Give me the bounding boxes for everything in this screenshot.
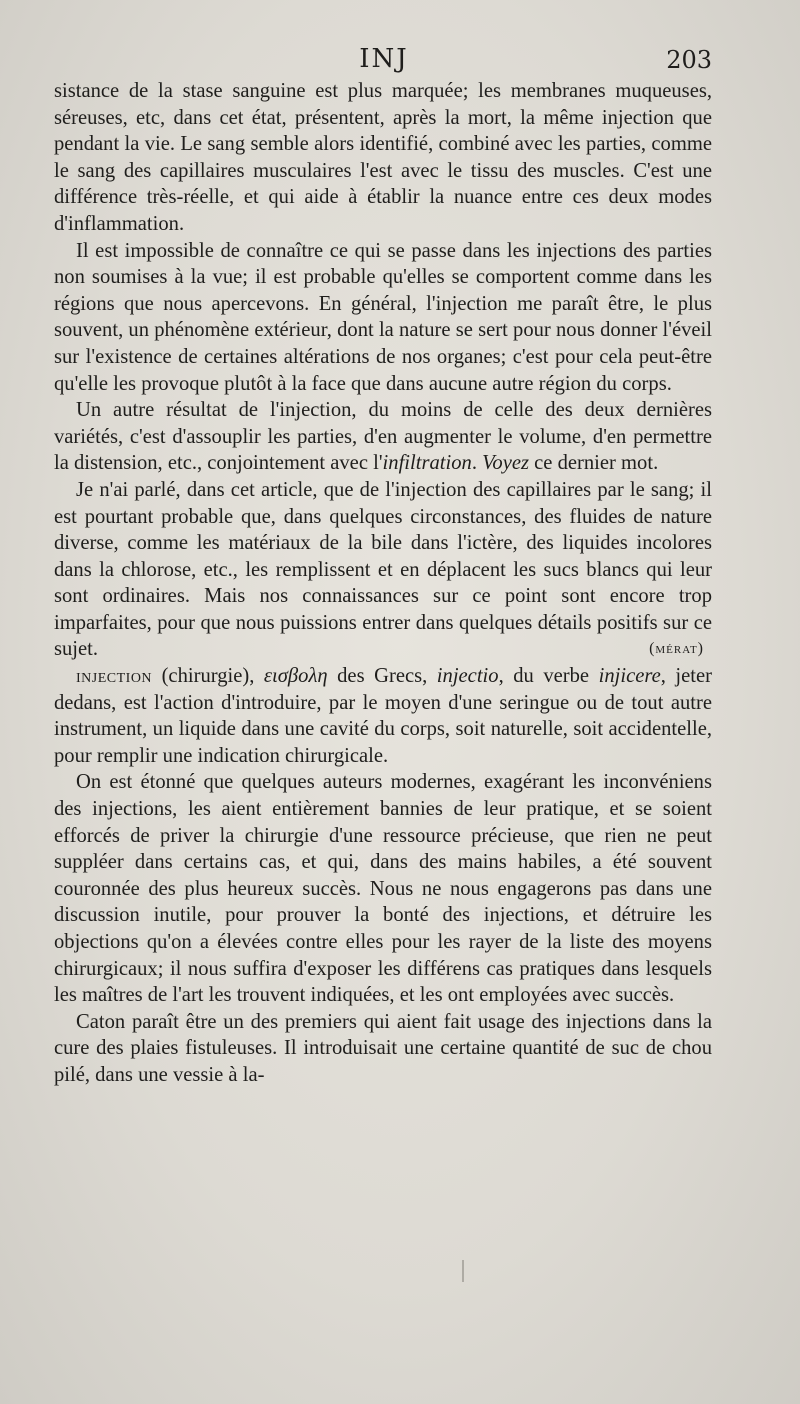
paragraph-7: Caton paraît être un des premiers qui aient fait usage des injections dans la cure des plaies fistuleuses. Il introduisait une certaine quantité de suc de chou pilé, dans une vessie à la-: [54, 1010, 712, 1086]
paragraph-4-text: Je n'ai parlé, dans cet article, que de l'injection des capillaires par le sang; il est pourtant probable que, dans quelques circonstances, des fluides de nature diverse, comme les matériaux de la bile dans l'ictère, des liquides incolores dans la chlorose, etc., les remplissent et en déplacent les sucs blancs qui leur sont ordinaires. Mais nos connaissances sur ce point sont encore trop imparfaites, pour que nous puissions entrer dans quelques détails positifs sur ce sujet.: [54, 478, 712, 661]
paragraph-5-text-d: , jeter dedans, est l'action d'introduire, par le moyen d'une seringue ou de tout autre instrument, un liquide dans une cavité du corps, soit naturelle, soit accidentelle, pour remplir une indication chirurgicale.: [54, 665, 713, 767]
paragraph-3-text-b: .: [471, 452, 483, 475]
paragraph-1: sistance de la stase sanguine est plus marquée; les membranes muqueuses, séreuses, etc, dans cet état, présentent, après la mort, la même injection que pendant la vie. Le sang semble alors identifié, combiné avec les parties, comme le sang des capillaires musculaires l'est avec le tissu des muscles. C'est une différence très-réelle, et qui aide à établir la nuance entre ces deux modes d'inflammation.: [54, 80, 712, 235]
body-text: [54, 78, 712, 1089]
entry-term: injection: [76, 665, 153, 688]
paragraph-3-italic-infiltration: infiltration: [382, 452, 472, 475]
paragraph-3-italic-voyez: Voyez: [482, 452, 529, 475]
author-signature: (mérat): [649, 640, 704, 658]
paragraph-5-text-c: , du verbe: [498, 665, 599, 688]
paragraph-3-text-c: ce dernier mot.: [529, 452, 659, 475]
paragraph-6: On est étonné que quelques auteurs modernes, exagérant les inconvéniens des injections, les aient entièrement bannies de leur pratique, et se soient efforcés de priver la chirurgie d'une ressource précieuse, que rien ne peut suppléer dans certains cas, et qui, dans des mains habiles, a été souvent couronnée des plus heureux succès. Nous ne nous engagerons pas dans une discussion inutile, pour prouver la bonté des injections, et détruire les objections qu'on a élevées contre elles pour les rayer de la liste des moyens chirurgicaux; il nous suffira d'exposer les différens cas pratiques dans lesquels les maîtres de l'art les trouvent indiquées, et les ont employées avec succès.: [54, 771, 712, 1007]
paragraph-5-text-b: des Grecs,: [327, 665, 437, 688]
print-mark: [462, 1260, 464, 1282]
paragraph-3-text-a: Un autre résultat de l'injection, du moins de celle des deux dernières variétés, c'est d'assouplir les parties, d'en augmenter le volume, d'en permettre la distension, etc., conjointement avec l': [54, 399, 712, 475]
paragraph-4: [54, 477, 712, 663]
paragraph-5-text-a: (chirurgie),: [152, 665, 264, 688]
running-head: INJ: [359, 44, 409, 74]
paragraph-3: [54, 397, 712, 477]
paragraph-5: [54, 663, 712, 769]
paragraph-2: Il est impossible de connaître ce qui se passe dans les injections des parties non soumises à la vue; il est probable qu'elles se comportent comme dans les régions que nous apercevons. En général, l'injection me paraît être, le plus souvent, un phénomène extérieur, dont la nature se sert pour nous donner l'éveil sur l'existence de certaines altérations de nos organes; c'est pour cela peut-être qu'elle les provoque plutôt à la face que dans aucune autre région du corps.: [54, 239, 712, 395]
greek-term: εισβολη: [263, 665, 328, 688]
page-number: 203: [666, 46, 712, 74]
latin-term-injicere: injicere: [598, 665, 661, 688]
latin-term-injectio: injectio: [436, 665, 499, 688]
